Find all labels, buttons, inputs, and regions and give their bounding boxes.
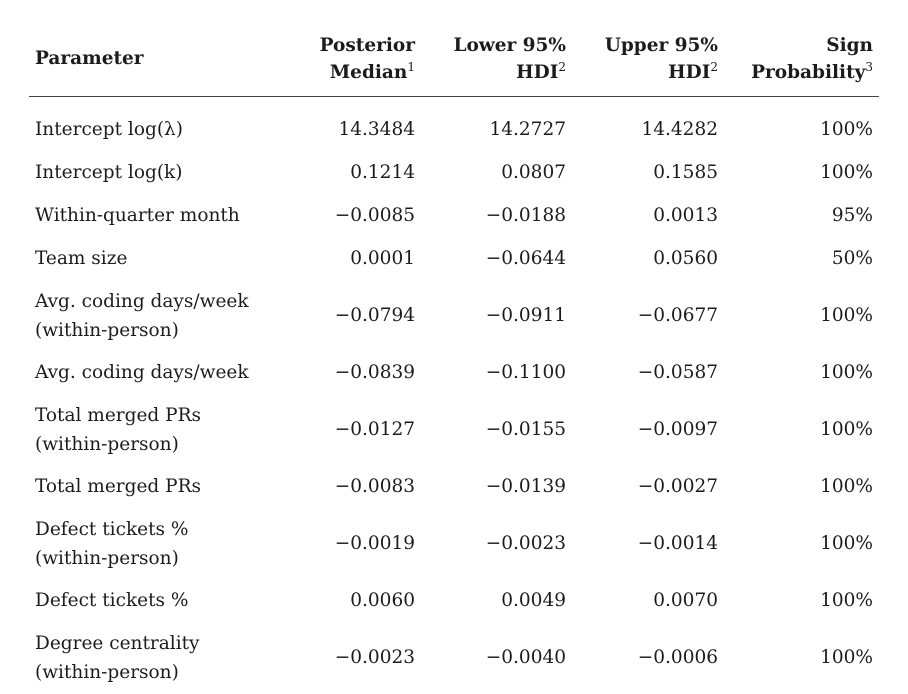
table-row (29, 195, 879, 238)
sign-probability-cell: 100% (724, 509, 879, 580)
upper-hdi-cell: 0.0013 (572, 195, 724, 238)
upper-hdi-cell: −0.0027 (572, 466, 724, 509)
posterior-median-cell: 0.1214 (267, 152, 421, 195)
posterior-median-cell: −0.0023 (267, 623, 421, 694)
lower-hdi-cell: 0.0807 (421, 152, 572, 195)
posterior-median-cell: −0.0127 (267, 395, 421, 466)
parameter-name: Intercept log(λ) (35, 116, 261, 145)
upper-hdi-cell: 0.0070 (572, 580, 724, 623)
upper-hdi-cell: 0.1585 (572, 152, 724, 195)
posterior-median-cell: −0.0839 (267, 352, 421, 395)
posterior-median-cell: −0.0083 (267, 466, 421, 509)
lower-hdi-cell: −0.1100 (421, 352, 572, 395)
header-upper-line1: Upper 95% (578, 32, 718, 59)
parameter-cell (29, 623, 267, 694)
posterior-median-cell: 14.3484 (267, 97, 421, 153)
sign-probability-cell: 95% (724, 195, 879, 238)
sign-probability-cell: 100% (724, 281, 879, 352)
parameter-cell (29, 238, 267, 281)
parameter-cell (29, 395, 267, 466)
upper-hdi-cell: −0.0014 (572, 509, 724, 580)
parameter-name: Avg. coding days/week (35, 288, 261, 317)
header-upper-line2: HDI (668, 62, 710, 83)
parameter-name: Intercept log(k) (35, 159, 261, 188)
header-lower-line2-wrap (427, 59, 566, 86)
table-row (29, 352, 879, 395)
lower-hdi-cell: −0.0139 (421, 466, 572, 509)
upper-hdi-cell: −0.0006 (572, 623, 724, 694)
sign-probability-cell: 100% (724, 466, 879, 509)
header-sign-probability (724, 12, 879, 97)
lower-hdi-cell: −0.0911 (421, 281, 572, 352)
header-median-line2-wrap (273, 59, 415, 86)
table-header (29, 12, 879, 97)
lower-hdi-cell: 14.2727 (421, 97, 572, 153)
sign-probability-cell: 100% (724, 580, 879, 623)
parameter-name: Total merged PRs (35, 473, 261, 502)
table-body (29, 97, 879, 694)
parameter-cell (29, 152, 267, 195)
header-parameter-label: Parameter (35, 48, 144, 69)
upper-hdi-cell: −0.0677 (572, 281, 724, 352)
header-upper-line2-wrap (578, 59, 718, 86)
header-sign-line2-wrap (730, 59, 873, 86)
lower-hdi-cell: −0.0644 (421, 238, 572, 281)
posterior-median-cell: 0.0001 (267, 238, 421, 281)
header-sign-line2: Probability (751, 62, 865, 83)
table-row (29, 281, 879, 352)
parameter-cell (29, 466, 267, 509)
parameter-name: Defect tickets % (35, 516, 261, 545)
parameter-name: Avg. coding days/week (35, 359, 261, 388)
upper-hdi-cell: 14.4282 (572, 97, 724, 153)
parameter-cell (29, 281, 267, 352)
parameter-cell (29, 97, 267, 153)
sign-probability-cell: 100% (724, 395, 879, 466)
footnote-marker-3: 3 (865, 60, 873, 74)
table-row (29, 466, 879, 509)
sign-probability-cell: 100% (724, 623, 879, 694)
parameter-name: Team size (35, 245, 261, 274)
parameter-cell (29, 580, 267, 623)
parameter-qualifier: (within-person) (35, 317, 261, 346)
table-row (29, 623, 879, 694)
posterior-median-cell: −0.0794 (267, 281, 421, 352)
header-parameter (29, 12, 267, 97)
header-upper-hdi (572, 12, 724, 97)
table-row (29, 509, 879, 580)
header-median-line2: Median (330, 62, 408, 83)
sign-probability-cell: 100% (724, 152, 879, 195)
sign-probability-cell: 100% (724, 97, 879, 153)
header-posterior-median (267, 12, 421, 97)
header-lower-line2: HDI (516, 62, 558, 83)
lower-hdi-cell: −0.0155 (421, 395, 572, 466)
lower-hdi-cell: −0.0188 (421, 195, 572, 238)
posterior-results-table (29, 12, 879, 694)
header-lower-line1: Lower 95% (427, 32, 566, 59)
table-row (29, 580, 879, 623)
posterior-median-cell: −0.0085 (267, 195, 421, 238)
parameter-name: Within-quarter month (35, 202, 261, 231)
table-row (29, 238, 879, 281)
footnote-marker-1: 1 (407, 60, 415, 74)
parameter-cell (29, 509, 267, 580)
upper-hdi-cell: −0.0097 (572, 395, 724, 466)
posterior-median-cell: 0.0060 (267, 580, 421, 623)
parameter-name: Total merged PRs (35, 402, 261, 431)
header-row (29, 12, 879, 97)
footnote-marker-2-lower: 2 (558, 60, 566, 74)
header-lower-hdi (421, 12, 572, 97)
table-row (29, 97, 879, 153)
header-sign-line1: Sign (730, 32, 873, 59)
lower-hdi-cell: −0.0023 (421, 509, 572, 580)
header-median-line1: Posterior (273, 32, 415, 59)
parameter-name: Defect tickets % (35, 587, 261, 616)
table-row (29, 395, 879, 466)
sign-probability-cell: 50% (724, 238, 879, 281)
sign-probability-cell: 100% (724, 352, 879, 395)
lower-hdi-cell: 0.0049 (421, 580, 572, 623)
table-row (29, 152, 879, 195)
posterior-median-cell: −0.0019 (267, 509, 421, 580)
parameter-qualifier: (within-person) (35, 431, 261, 460)
upper-hdi-cell: 0.0560 (572, 238, 724, 281)
parameter-qualifier: (within-person) (35, 545, 261, 574)
parameter-cell (29, 352, 267, 395)
lower-hdi-cell: −0.0040 (421, 623, 572, 694)
parameter-qualifier: (within-person) (35, 659, 261, 688)
upper-hdi-cell: −0.0587 (572, 352, 724, 395)
footnote-marker-2-upper: 2 (710, 60, 718, 74)
parameter-name: Degree centrality (35, 630, 261, 659)
parameter-cell (29, 195, 267, 238)
